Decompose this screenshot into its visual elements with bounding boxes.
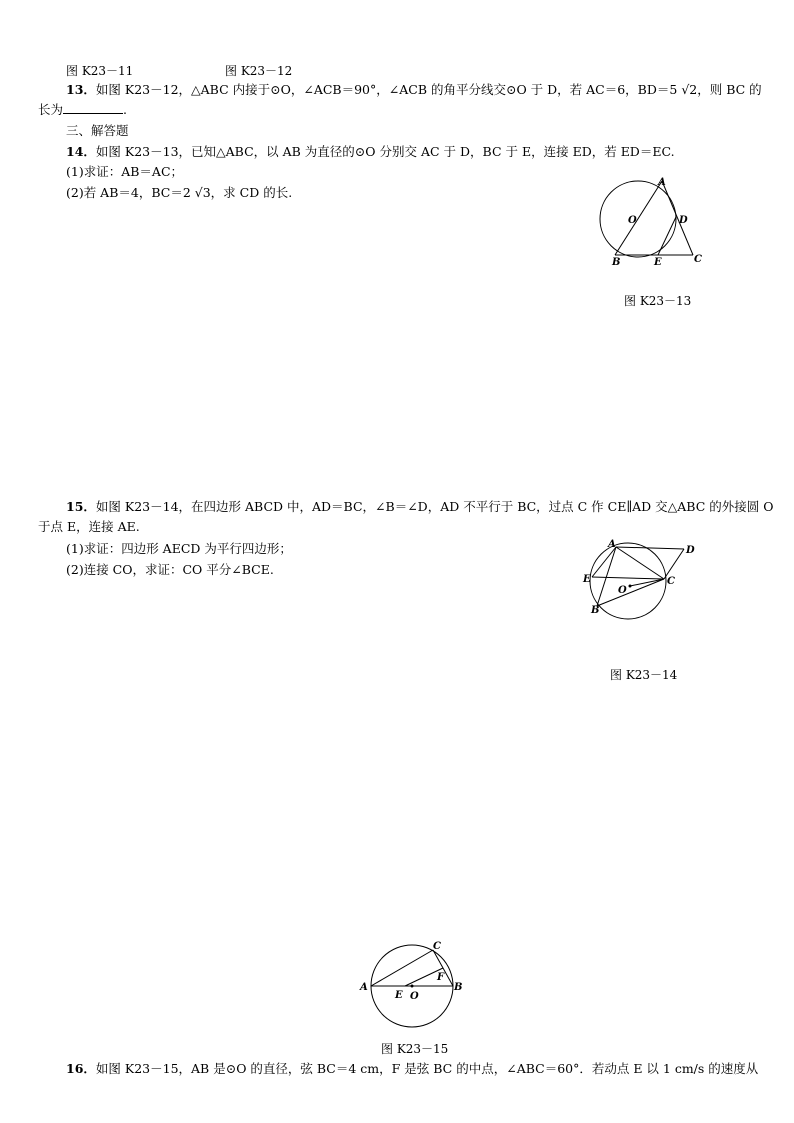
label-o: O xyxy=(628,215,637,226)
segment-ed xyxy=(658,217,676,255)
label-o: O xyxy=(618,585,627,596)
segment-ac xyxy=(371,950,433,986)
question-13-line-1 xyxy=(66,81,762,99)
question-15-line-2: 于点 E，连接 AE. xyxy=(38,519,140,534)
segment-bc xyxy=(597,579,664,606)
question-16-line-1 xyxy=(66,1060,758,1078)
question-14-part-2: (2)若 AB＝4，BC＝2 √3，求 CD 的长. xyxy=(66,185,293,200)
label-d: D xyxy=(686,545,695,556)
label-c: C xyxy=(694,254,702,265)
question-13-text-2: 长为 xyxy=(38,102,64,117)
question-13-text: 如图 K23－12，△ABC 内接于⊙O，∠ACB＝90°，∠ACB 的角平分线交⊙O 于 D，若 AC＝6，BD＝5 √2，则 BC 的 xyxy=(95,82,762,97)
question-14-number: 14． xyxy=(66,144,96,159)
point-o xyxy=(411,985,414,988)
question-13-period: . xyxy=(123,102,127,117)
question-16-number: 16． xyxy=(66,1061,96,1076)
question-15-part-1: (1)求证：四边形 AECD 为平行四边形； xyxy=(66,541,292,556)
label-e: E xyxy=(654,257,662,268)
segment-dc xyxy=(664,549,684,579)
question-13-number: 13． xyxy=(66,82,96,97)
label-o: O xyxy=(410,991,419,1002)
caption-k23-15: 图 K23－15 xyxy=(381,1042,449,1056)
question-15-part-2: (2)连接 CO，求证：CO 平分∠BCE. xyxy=(66,562,274,577)
segment-ec xyxy=(592,577,664,579)
label-c: C xyxy=(667,576,675,587)
label-d: D xyxy=(679,215,688,226)
caption-k23-11: 图 K23－11 xyxy=(66,64,134,78)
label-e: E xyxy=(395,990,403,1001)
question-14-line-1 xyxy=(66,143,675,161)
label-a: A xyxy=(360,982,368,993)
caption-k23-12: 图 K23－12 xyxy=(225,64,293,78)
caption-k23-13: 图 K23－13 xyxy=(624,294,692,308)
label-c: C xyxy=(433,941,441,952)
label-b: B xyxy=(454,982,463,993)
segment-ab xyxy=(615,181,662,255)
segment-ad xyxy=(616,547,684,549)
question-14-part-1: (1)求证：AB＝AC； xyxy=(66,164,184,179)
label-a: A xyxy=(658,177,666,188)
figure-k23-15 xyxy=(355,938,470,1030)
figure-k23-14 xyxy=(578,535,708,625)
label-f: F xyxy=(437,972,445,983)
label-e: E xyxy=(583,574,591,585)
figure-k23-13 xyxy=(590,172,710,272)
label-b: B xyxy=(591,605,600,616)
segment-ac xyxy=(616,547,664,579)
point-o xyxy=(629,585,632,588)
label-b: B xyxy=(612,257,621,268)
question-15-number: 15． xyxy=(66,499,96,514)
question-14-text: 如图 K23－13，已知△ABC，以 AB 为直径的⊙O 分别交 AC 于 D，BC 于 E，连接 ED，若 ED＝EC. xyxy=(95,144,675,159)
question-16-text: 如图 K23－15，AB 是⊙O 的直径，弦 BC＝4 cm，F 是弦 BC 的中点，∠ABC＝60°．若动点 E 以 1 cm/s 的速度从 xyxy=(95,1061,759,1076)
label-a: A xyxy=(608,539,616,550)
question-13-line-2 xyxy=(38,101,127,119)
answer-blank[interactable] xyxy=(63,101,123,114)
question-15-line-1 xyxy=(66,498,773,516)
question-15-text: 如图 K23－14，在四边形 ABCD 中，AD＝BC，∠B＝∠D，AD 不平行于 BC，过点 C 作 CE∥AD 交△ABC 的外接圆 O xyxy=(95,499,774,514)
segment-co xyxy=(630,579,664,586)
section-title: 三、解答题 xyxy=(66,123,129,138)
caption-k23-14: 图 K23－14 xyxy=(610,668,678,682)
